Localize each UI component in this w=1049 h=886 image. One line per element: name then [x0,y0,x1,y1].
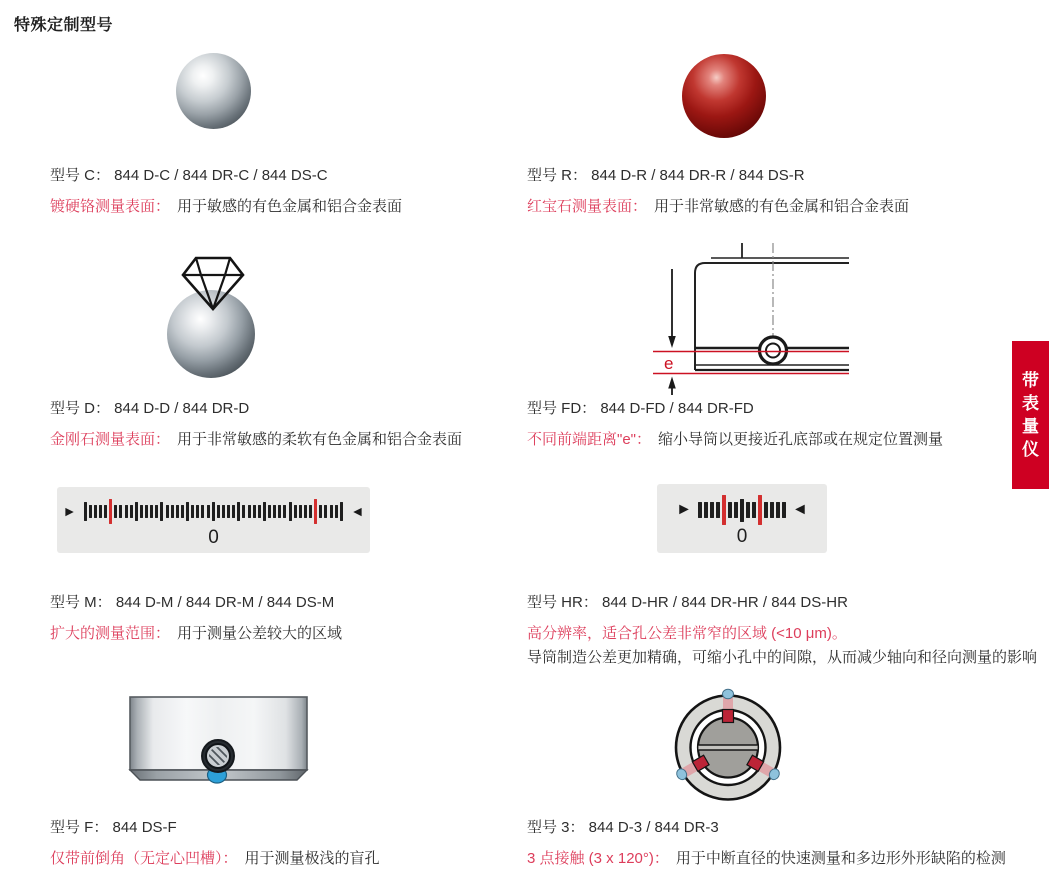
model-description [527,428,1027,452]
front-distance-drawing [653,243,850,395]
side-tab-char: 仪 [1022,440,1039,459]
diamond-icon [180,253,246,311]
feature-label: 不同前端距离"e"： [527,431,651,448]
chapter-side-tab [1012,341,1049,489]
wide-range-scale [57,487,370,553]
feature-description: 用于测量极浅的盲孔 [244,850,380,867]
model-description [50,622,500,646]
feature-label: 高分辨率，适合孔公差非常窄的区域 (<10 μm)。 [527,625,847,642]
model-description [527,195,1027,219]
scale-zero-label: 0 [736,526,748,547]
model-title: 型号 FD： 844 D-FD / 844 DR-FD [527,400,754,417]
feature-description: 用于非常敏感的有色金属和铝合金表面 [654,198,910,215]
item-model-d [50,397,510,452]
model-description [50,195,500,219]
model-description [50,428,510,452]
feature-description: 用于非常敏感的柔软有色金属和铝合金表面 [177,431,463,448]
side-tab-char: 量 [1022,417,1039,436]
feature-label: 镀硬铬测量表面： [50,198,171,215]
model-title: 型号 C： 844 D-C / 844 DR-C / 844 DS-C [50,167,328,184]
page-title: 特殊定制型号 [14,17,114,34]
feature-description: 用于中断直径的快速测量和多边形外形缺陷的检测 [675,850,1006,867]
model-title: 型号 D： 844 D-D / 844 DR-D [50,400,250,417]
item-model-r [527,164,1027,219]
dimension-e-label: e [664,354,674,373]
feature-label: 3 点接触 (3 x 120°)： [527,850,669,867]
model-title: 型号 HR： 844 D-HR / 844 DR-HR / 844 DS-HR [527,594,848,611]
feature-description: 用于敏感的有色金属和铝合金表面 [177,198,403,215]
model-title: 型号 R： 844 D-R / 844 DR-R / 844 DS-R [527,167,805,184]
model-description [527,847,1042,871]
scale-row [676,494,808,526]
item-model-c [50,164,500,219]
model-note: 导筒制造公差更加精确，可缩小孔中的间隙，从而减少轴向和径向测量的影响 [527,649,1038,666]
feature-label: 金刚石测量表面： [50,431,171,448]
model-title: 型号 M： 844 D-M / 844 DR-M / 844 DS-M [50,594,335,611]
item-model-fd [527,397,1027,452]
left-pointer-icon: ► [676,501,692,518]
model-description [527,622,1042,646]
item-model-f [50,816,500,871]
scale-ticks [84,499,344,524]
feature-description: 缩小导筒以更接近孔底部或在规定位置测量 [658,431,944,448]
item-model-m [50,591,500,646]
feature-label: 扩大的测量范围： [50,625,171,642]
ruby-ball-image [682,54,766,138]
side-tab-char: 带 [1022,371,1039,390]
feature-description: 用于测量公差较大的区域 [177,625,343,642]
side-tab-char: 表 [1022,394,1039,413]
right-pointer-icon: ◄ [350,503,365,519]
chrome-ball-image [176,53,251,129]
model-title: 型号 F： 844 DS-F [50,819,177,836]
feature-label: 红宝石测量表面： [527,198,648,215]
model-description [50,847,500,871]
item-model-hr [527,591,1042,670]
right-pointer-icon: ◄ [792,501,808,518]
feature-label: 仅带前倒角（无定心凹槽）： [50,850,238,867]
model-title: 型号 3： 844 D-3 / 844 DR-3 [527,819,719,836]
scale-zero-label: 0 [208,527,219,548]
scale-row [63,496,365,526]
front-chamfer-photo [112,688,312,788]
left-pointer-icon: ► [62,503,77,519]
item-model-3 [527,816,1042,871]
high-resolution-scale [657,484,827,553]
three-point-diagram [663,687,793,808]
scale-ticks [698,495,786,525]
